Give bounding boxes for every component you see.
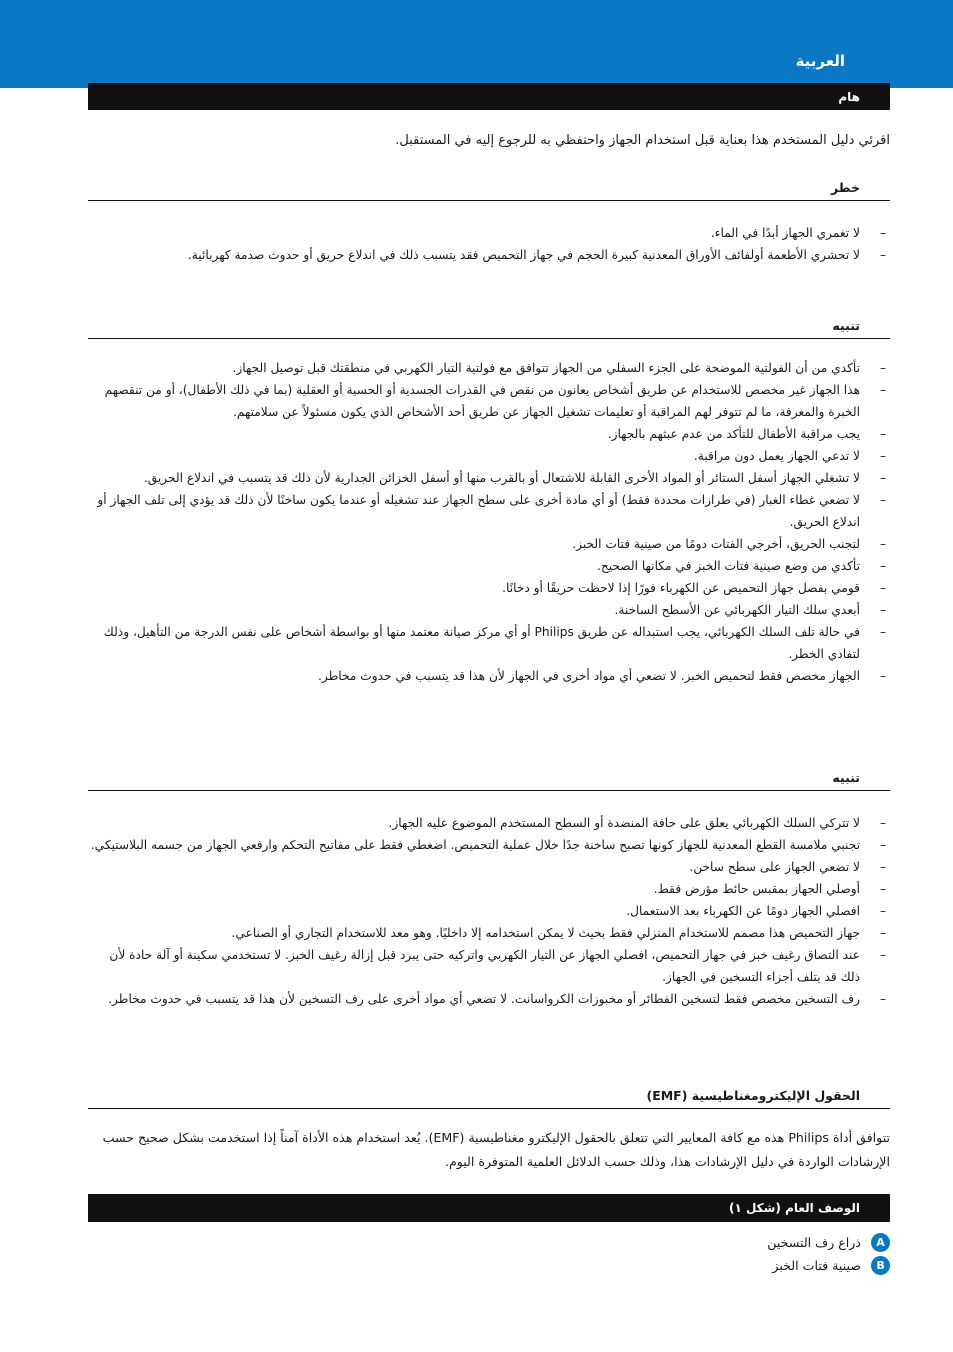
list-item: – لا تحشري الأطعمة أولفائف الأوراق المعدنية كبيرة الحجم في جهاز التحميص فقد يتسبب ذلك في اندلاع حريق أو حدوث صدمة كهربائية.: [187, 248, 887, 262]
list-item: – لتجنب الحريق، أخرجي الفتات دومًا من صينية فتات الخبز.: [572, 537, 887, 551]
list-item: – تأكدي من وضع صينية فتات الخبز في مكانها الصحيح.: [597, 559, 887, 573]
danger-heading: خطر: [831, 180, 860, 195]
part-letter-badge: A: [871, 1233, 890, 1252]
emf-heading: الحقول الإليكترومغناطيسية (EMF): [646, 1088, 860, 1103]
caution-rule: [88, 790, 890, 791]
section-bar-general: [88, 1194, 890, 1222]
list-item: – رف التسخين مخصص فقط لتسخين الفطائر أو مخبوزات الكرواسانت. لا تضعي أي مواد أخرى على رف التسخين لأن هذا قد يتسبب في حدوث مخاطر.: [108, 992, 887, 1006]
part-label: ذراع رف التسخين: [767, 1235, 861, 1250]
warning-list: [88, 357, 890, 687]
emf-text: تتوافق أداة Philips هذه مع كافة المعايير التي تتعلق بالحقول الإليكترو مغناطيسية (EMF). يُعد استخدام هذه الأداة آمناً إذا استخدمت بشكل صحيح حسب الإرشادات الواردة في دليل الإرشادات هذا، وذلك حسب الدلائل العلمية المتوفرة اليوم.: [102, 1130, 890, 1169]
list-item: – هذا الجهاز غير مخصص للاستخدام عن طريق أشخاص يعانون من نقص في القدرات الجسدية أو الحسية أو العقلية (بما في ذلك الأطفال)، أو من تنقصهم الخبرة والمعرفة، ما لم تتوفر لهم المراقبة أو تعليمات تشغيل الجهاز عن طريق أحد الأشخاص الذي يكون مسئولاً عن سلامتهم.: [104, 383, 887, 419]
list-item: – لا تتركي السلك الكهربائي يعلق على حافة المنضدة أو السطح المستخدم الموضوع عليه الجهاز.: [388, 816, 887, 830]
part-item: [600, 1231, 890, 1254]
list-item: – أبعدي سلك التيار الكهربائي عن الأسطح الساخنة.: [614, 603, 887, 617]
list-item: – قومي بفصل جهاز التحميص عن الكهرباء فورًا إذا لاحظت حريقًا أو دخانًا.: [502, 581, 887, 595]
important-title: هام: [838, 90, 860, 104]
parts-list: [600, 1231, 890, 1277]
warning-heading: تنبيه: [832, 318, 860, 333]
part-label: صينية فتات الخبز: [772, 1258, 861, 1273]
header-band: [0, 0, 953, 88]
list-item: – تجنبي ملامسة القطع المعدنية للجهاز كونها تصبح ساخنة جدًا خلال عملية التحميص. اضغطي فقط على مفاتيح التحكم وارفعي الجهاز من جسمه البلاستيكي.: [90, 838, 887, 852]
danger-list: [88, 222, 890, 266]
list-item: – يجب مراقبة الأطفال للتأكد من عدم عبثهم بالجهاز.: [607, 427, 887, 441]
warning-rule: [88, 338, 890, 339]
intro-text: اقرئي دليل المستخدم هذا بعناية قبل استخدام الجهاز واحتفظي به للرجوع إليه في المستقبل.: [395, 133, 890, 148]
caution-list: [88, 812, 890, 1010]
part-letter-badge: B: [871, 1256, 890, 1275]
part-item: [600, 1254, 890, 1277]
section-bar-important: [88, 83, 890, 110]
list-item: – الجهاز مخصص فقط لتحميص الخبز. لا تضعي أي مواد أخرى في الجهاز لأن هذا قد يتسبب في حدوث مخاطر.: [318, 669, 887, 683]
general-title: الوصف العام (شكل ١): [728, 1201, 860, 1215]
list-item: – لا تضعي غطاء الغبار (في طرازات محددة فقط) أو أي مادة أخرى على سطح الجهاز عند تشغيله أو عندما يكون ساخنًا لأن ذلك قد يؤدي إلى تلف الجهاز أو اندلاع الحريق.: [97, 493, 887, 529]
list-item: – لا تغمري الجهاز أبدًا في الماء.: [710, 226, 887, 240]
list-item: – في حالة تلف السلك الكهربائي، يجب استبداله عن طريق Philips أو أي مركز صيانة معتمد منها أو بواسطة أشخاص على نفس الدرجة من التأهيل، وذلك لتفادي الخطر.: [103, 625, 887, 661]
language-label: العربية: [795, 52, 845, 70]
list-item: – تأكدي من أن الفولتية الموضحة على الجزء السفلي من الجهاز تتوافق مع فولتية التيار الكهربي في منطقتك قبل توصيل الجهاز.: [232, 361, 887, 375]
list-item: – عند التصاق رغيف خبز في جهاز التحميص، افصلي الجهاز عن التيار الكهربي واتركيه حتى يبرد قبل إزالة رغيف الخبز. لا تستخدمي سكينة أو آلة حادة لأن ذلك قد يتلف أجزاء التسخين في الجهاز.: [109, 948, 887, 984]
list-item: – لا تضعي الجهاز على سطح ساخن.: [689, 860, 887, 874]
list-item: – أوصلي الجهاز بمقبس حائط مؤرض فقط.: [653, 882, 887, 896]
list-item: – جهاز التحميص هذا مصمم للاستخدام المنزلي فقط بحيث لا يمكن استخدامه إلا داخليًا. وهو معد للاستخدام التجاري أو الصناعي.: [231, 926, 887, 940]
caution-heading: تنبيه: [832, 770, 860, 785]
list-item: – لا تشغلي الجهاز أسفل الستائر أو المواد الأخرى القابلة للاشتعال أو بالقرب منها أو أسفل الخزائن الجدارية لأن ذلك قد يتسبب في اندلاع الحريق.: [143, 471, 887, 485]
danger-rule: [88, 200, 890, 201]
emf-rule: [88, 1108, 890, 1109]
list-item: – افصلي الجهاز دومًا عن الكهرباء بعد الاستعمال.: [626, 904, 887, 918]
list-item: – لا تدعي الجهاز يعمل دون مراقبة.: [693, 449, 887, 463]
